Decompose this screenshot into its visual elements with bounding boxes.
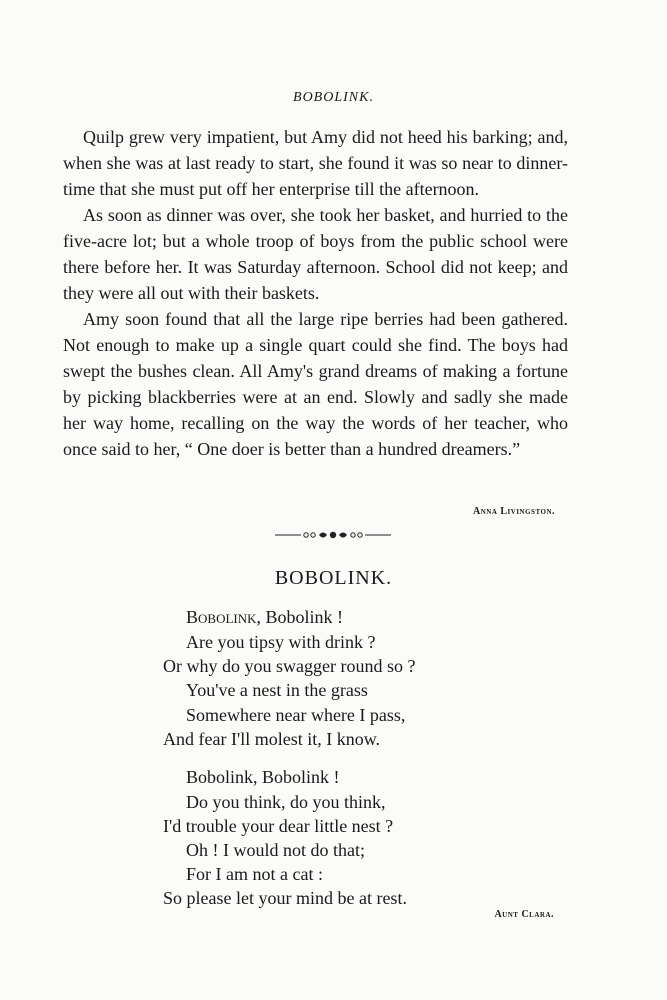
poem-author-signature: Aunt Clara. <box>494 909 554 920</box>
story-text <box>63 124 568 462</box>
poem-line: Do you think, do you think, <box>186 792 386 812</box>
poem-line: Somewhere near where I pass, <box>186 705 406 725</box>
poem-line: And fear I'll molest it, I know. <box>163 729 381 749</box>
section-divider-ornament <box>273 527 393 543</box>
poem-line: So please let your mind be at rest. <box>163 888 407 908</box>
poem-line: Are you tipsy with drink ? <box>186 632 376 652</box>
paragraph-2: As soon as dinner was over, she took her basket, and hurried to the five-acre lot; but a whole troop of boys from the public school were there before her. It was Saturday afternoon. School did not keep; and they were all out with their baskets. <box>63 205 568 303</box>
paragraph-3: Amy soon found that all the large ripe berries had been gathered. Not enough to make up a single quart could she find. The boys had swept the bushes clean. All Amy's grand dreams of making a fortune by picking blackberries were at an end. Slowly and sadly she made her way home, recalling on the way the words of her teacher, who once said to her, “ One doer is better than a hundred dreamers.” <box>63 309 568 459</box>
running-head: BOBOLINK. <box>293 90 374 105</box>
poem-line: I'd trouble your dear little nest ? <box>163 816 394 836</box>
poem-line: Bobolink, Bobolink ! <box>186 767 340 787</box>
poem-title: BOBOLINK. <box>274 567 393 589</box>
poem-line-rest: , Bobolink ! <box>256 607 344 627</box>
poem-line: For I am not a cat : <box>186 864 323 884</box>
paragraph-1: Quilp grew very impatient, but Amy did not heed his barking; and, when she was at last ready to start, she found it was so near to dinner-time that she must put off her enterprise till the afternoon. <box>63 127 568 199</box>
poem-line: Oh ! I would not do that; <box>186 840 365 860</box>
poem-line <box>186 605 343 629</box>
poem-first-word: Bobolink <box>186 607 257 627</box>
poem-line: Or why do you swagger round so ? <box>163 656 416 676</box>
story-author-signature: Anna Livingston. <box>473 506 555 517</box>
poem-line: You've a nest in the grass <box>186 680 368 700</box>
